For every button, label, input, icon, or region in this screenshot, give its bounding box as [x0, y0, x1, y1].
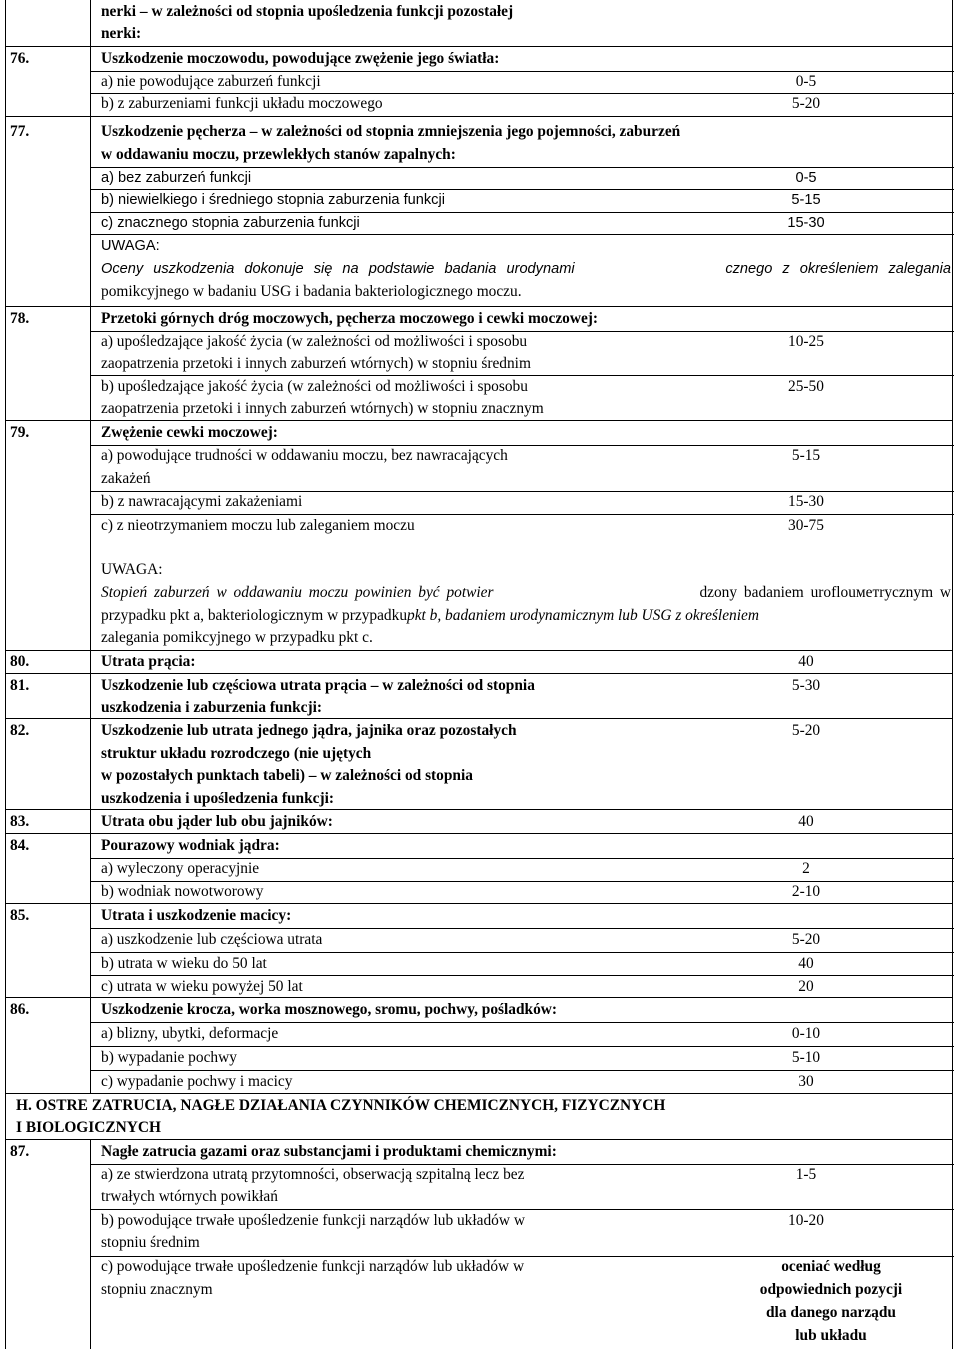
- row-value: 5-20: [791, 931, 821, 948]
- note-text: zalegania pomikcyjnego w przypadku pkt c.: [101, 629, 373, 646]
- row-value: 30: [798, 1073, 814, 1090]
- row-title: Utrata prącia:: [101, 653, 196, 670]
- row-number: 86.: [10, 1001, 30, 1018]
- row-item: a) bez zaburzeń funkcji: [101, 170, 252, 186]
- row-text: nerki:: [101, 25, 142, 42]
- table-row: [5, 997, 953, 1094]
- row-item: a) wyleczony operacyjnie: [101, 860, 260, 877]
- table-row: [5, 116, 953, 307]
- row-value: 40: [798, 653, 814, 670]
- row-item: c) wypadanie pochwy i macicy: [101, 1073, 293, 1090]
- row-title: Zwężenie cewki moczowej:: [101, 424, 278, 441]
- row-number: 80.: [10, 653, 30, 670]
- row-value: 5-20: [791, 95, 821, 112]
- row-number: 79.: [10, 424, 30, 441]
- row-item: a) uszkodzenie lub częściowa utrata: [101, 931, 323, 948]
- row-item: b) z nawracającymi zakażeniami: [101, 493, 303, 510]
- row-number: 81.: [10, 677, 30, 694]
- row-value: 15-30: [787, 215, 825, 231]
- row-number: 82.: [10, 722, 30, 739]
- row-item: b) utrata w wieku do 50 lat: [101, 955, 267, 972]
- note-text: przypadku pkt a, bakteriologicznym w przypadku pkt b, badaniem urodynamicznym lub USG z określeniem: [101, 607, 759, 624]
- row-number: 78.: [10, 310, 30, 327]
- row-value: 5-30: [791, 677, 821, 694]
- row-value: 0-10: [791, 1025, 821, 1042]
- row-value: odpowiednich pozycji: [759, 1281, 903, 1298]
- table-row: [5, 718, 953, 810]
- note-label: UWAGA:: [101, 561, 163, 578]
- row-title: Nagłe zatrucia gazami oraz substancjami i produktami chemicznymi:: [101, 1143, 557, 1160]
- row-value: 10-20: [788, 1212, 824, 1229]
- row-value: 10-25: [788, 333, 824, 350]
- table-row: [5, 673, 953, 719]
- note-label: UWAGA:: [101, 238, 160, 254]
- row-title: Uszkodzenie moczowodu, powodujące zwężenie jego światła:: [101, 50, 500, 67]
- row-value: 30-75: [788, 517, 824, 534]
- row-item: b) wodniak nowotworowy: [101, 883, 264, 900]
- row-value: 40: [798, 813, 814, 830]
- row-item: stopniu średnim: [101, 1234, 200, 1251]
- row-item: c) utrata w wieku powyżej 50 lat: [101, 978, 303, 995]
- row-text: nerki – w zależności od stopnia upośledzenia funkcji pozostałej: [101, 3, 514, 20]
- row-number: 83.: [10, 813, 30, 830]
- row-item: b) powodujące trwałe upośledzenie funkcji narządów lub układów w: [101, 1212, 525, 1229]
- row-number: 85.: [10, 907, 30, 924]
- row-item: a) ze stwierdzona utratą przytomności, obserwacją szpitalną lecz bez: [101, 1166, 525, 1183]
- row-value: 2: [802, 860, 810, 877]
- row-item: c) powodujące trwałe upośledzenie funkcji narządów lub układów w: [101, 1258, 525, 1275]
- row-item: c) z nieotrzymaniem moczu lub zaleganiem moczu: [101, 517, 415, 534]
- row-value: 0-5: [795, 170, 817, 186]
- row-item: a) powodujące trudności w oddawaniu moczu, bez nawracających: [101, 447, 508, 464]
- row-item: a) nie powodujące zaburzeń funkcji: [101, 73, 321, 90]
- row-value: 40: [798, 955, 814, 972]
- row-number: 77.: [10, 123, 30, 140]
- row-value: dla danego narządu: [766, 1304, 896, 1321]
- row-title: uszkodzenia i upośledzenia funkcji:: [101, 790, 335, 807]
- table-row: [5, 0, 953, 47]
- row-item: c) znacznego stopnia zaburzenia funkcji: [101, 215, 360, 231]
- row-number: 87.: [10, 1143, 30, 1160]
- note-text: Oceny uszkodzenia dokonuje się na podstawie badania urodynami cznego z określeniem zalegania: [101, 261, 951, 277]
- row-value: oceniać według: [781, 1258, 881, 1275]
- row-title: Utrata i uszkodzenie macicy:: [101, 907, 292, 924]
- note-text: Stopień zaburzeń w oddawaniu moczu powinien być potwier dzony badaniem uroflouметrycznym w: [101, 584, 951, 601]
- row-title: Uszkodzenie krocza, worka mosznowego, sromu, pochwy, pośladków:: [101, 1001, 558, 1018]
- row-item: a) blizny, ubytki, deformacje: [101, 1025, 279, 1042]
- note-text: pomikcyjnego w badaniu USG i badania bakteriologicznego moczu.: [101, 283, 522, 300]
- row-value: 5-20: [791, 722, 821, 739]
- row-item: stopniu znacznym: [101, 1281, 213, 1298]
- row-title: Uszkodzenie lub częściowa utrata prącia – w zależności od stopnia: [101, 677, 535, 694]
- section-header: [5, 1093, 953, 1140]
- row-value: 0-5: [795, 73, 817, 90]
- row-title: Uszkodzenie lub utrata jednego jądra, jajnika oraz pozostałych: [101, 722, 517, 739]
- row-item: trwałych wtórnych powikłań: [101, 1188, 278, 1205]
- row-value: 20: [798, 978, 814, 995]
- row-number: 76.: [10, 50, 30, 67]
- row-item: a) upośledzające jakość życia (w zależności od możliwości i sposobu: [101, 333, 528, 350]
- table-row: [5, 306, 953, 421]
- section-title: H. OSTRE ZATRUCIA, NAGŁE DZIAŁANIA CZYNNIKÓW CHEMICZNYCH, FIZYCZNYCH: [16, 1097, 666, 1114]
- row-item: b) upośledzające jakość życia (w zależności od możliwości i sposobu: [101, 378, 528, 395]
- table-row: [5, 833, 953, 904]
- table-row: [5, 1139, 953, 1349]
- row-value: 1-5: [795, 1166, 817, 1183]
- row-item: zaopatrzenia przetoki i innych zaburzeń wtórnych) w stopniu średnim: [101, 355, 531, 372]
- row-title: Przetoki górnych dróg moczowych, pęcherza moczowego i cewki moczowej:: [101, 310, 599, 327]
- table-row: [5, 903, 953, 998]
- row-title: Utrata obu jąder lub obu jajników:: [101, 813, 333, 830]
- row-title: Uszkodzenie pęcherza – w zależności od stopnia zmniejszenia jego pojemności, zaburzeń: [101, 123, 681, 140]
- row-value: 2-10: [791, 883, 821, 900]
- table-row: [5, 46, 953, 117]
- row-title: uszkodzenia i zaburzenia funkcji:: [101, 699, 323, 716]
- row-title: Pourazowy wodniak jądra:: [101, 837, 280, 854]
- row-title: struktur układu rozrodczego (nie ujętych: [101, 745, 372, 762]
- table-row: [5, 809, 953, 834]
- row-value: lub układu: [795, 1327, 867, 1344]
- row-item: zakażeń: [101, 470, 151, 487]
- row-number: 84.: [10, 837, 30, 854]
- row-item: b) z zaburzeniami funkcji układu moczowego: [101, 95, 383, 112]
- table-row: [5, 650, 953, 674]
- row-item: b) wypadanie pochwy: [101, 1049, 237, 1066]
- row-item: zaopatrzenia przetoki i innych zaburzeń wtórnych) w stopniu znacznym: [101, 400, 544, 417]
- section-title: I BIOLOGICZNYCH: [16, 1119, 161, 1136]
- row-item: b) niewielkiego i średniego stopnia zaburzenia funkcji: [101, 192, 445, 208]
- row-value: 5-15: [791, 447, 821, 464]
- row-value: 5-15: [791, 192, 821, 208]
- table-row: [5, 420, 953, 651]
- row-value: 25-50: [788, 378, 824, 395]
- row-title: w oddawaniu moczu, przewlekłych stanów zapalnych:: [101, 146, 456, 163]
- row-value: 15-30: [788, 493, 824, 510]
- row-title: w pozostałych punktach tabeli) – w zależności od stopnia: [101, 767, 473, 784]
- row-value: 5-10: [791, 1049, 821, 1066]
